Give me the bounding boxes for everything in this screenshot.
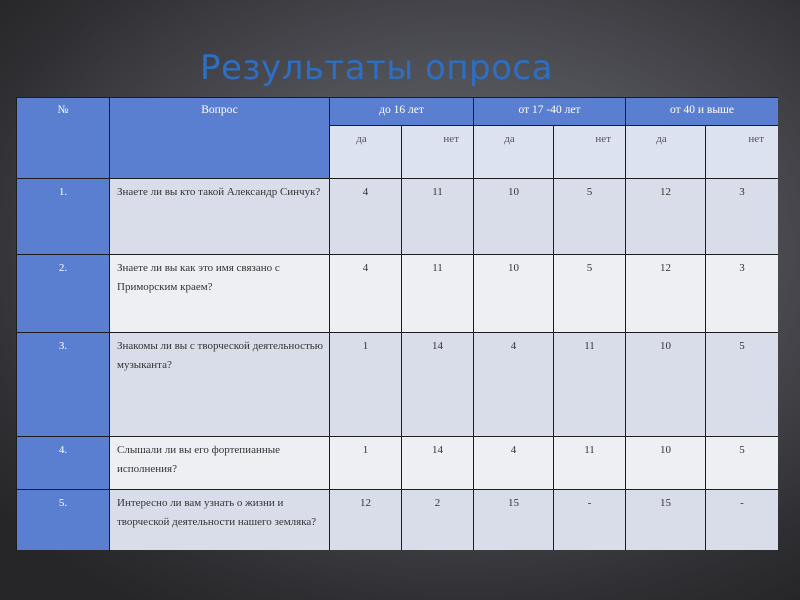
row-value: - <box>706 490 778 550</box>
row-value: 4 <box>474 437 553 489</box>
row-question: Слышали ли вы его фортепианные исполнения? <box>110 437 329 489</box>
row-value: 12 <box>330 490 401 550</box>
subheader-cell: нет <box>706 126 778 178</box>
row-value: 2 <box>402 490 473 550</box>
header-number: № <box>17 98 109 178</box>
row-number: 1. <box>17 179 109 254</box>
row-value: 1 <box>330 333 401 436</box>
row-value: 10 <box>474 179 553 254</box>
row-value: 4 <box>330 255 401 332</box>
row-value: 5 <box>554 255 625 332</box>
row-value: 12 <box>626 179 705 254</box>
row-number: 2. <box>17 255 109 332</box>
row-value: - <box>554 490 625 550</box>
row-value: 10 <box>474 255 553 332</box>
header-group: до 16 лет <box>330 98 473 125</box>
row-number: 5. <box>17 490 109 550</box>
row-value: 11 <box>402 255 473 332</box>
header-group: от 17 -40 лет <box>474 98 625 125</box>
row-value: 10 <box>626 333 705 436</box>
row-value: 11 <box>402 179 473 254</box>
row-value: 5 <box>706 437 778 489</box>
row-value: 14 <box>402 437 473 489</box>
subheader-cell: да <box>626 126 705 178</box>
survey-table <box>16 97 778 550</box>
row-value: 12 <box>626 255 705 332</box>
slide-title: Результаты опроса <box>200 48 553 88</box>
row-value: 14 <box>402 333 473 436</box>
row-value: 4 <box>330 179 401 254</box>
row-value: 11 <box>554 333 625 436</box>
row-question: Знаете ли вы кто такой Александр Синчук? <box>110 179 329 254</box>
subheader-cell: нет <box>402 126 473 178</box>
row-number: 4. <box>17 437 109 489</box>
row-value: 15 <box>474 490 553 550</box>
row-value: 11 <box>554 437 625 489</box>
row-value: 5 <box>554 179 625 254</box>
subheader-cell: нет <box>554 126 625 178</box>
subheader-cell: да <box>474 126 553 178</box>
row-value: 10 <box>626 437 705 489</box>
row-number: 3. <box>17 333 109 436</box>
row-value: 4 <box>474 333 553 436</box>
row-value: 5 <box>706 333 778 436</box>
header-question: Вопрос <box>110 98 329 178</box>
row-value: 1 <box>330 437 401 489</box>
header-group: от 40 и выше <box>626 98 778 125</box>
row-question: Знакомы ли вы с творческой деятельностью музыканта? <box>110 333 329 436</box>
row-value: 3 <box>706 255 778 332</box>
subheader-cell: да <box>330 126 401 178</box>
row-value: 15 <box>626 490 705 550</box>
row-question: Знаете ли вы как это имя связано с Приморским краем? <box>110 255 329 332</box>
row-value: 3 <box>706 179 778 254</box>
row-question: Интересно ли вам узнать о жизни и творческой деятельности нашего земляка? <box>110 490 329 550</box>
